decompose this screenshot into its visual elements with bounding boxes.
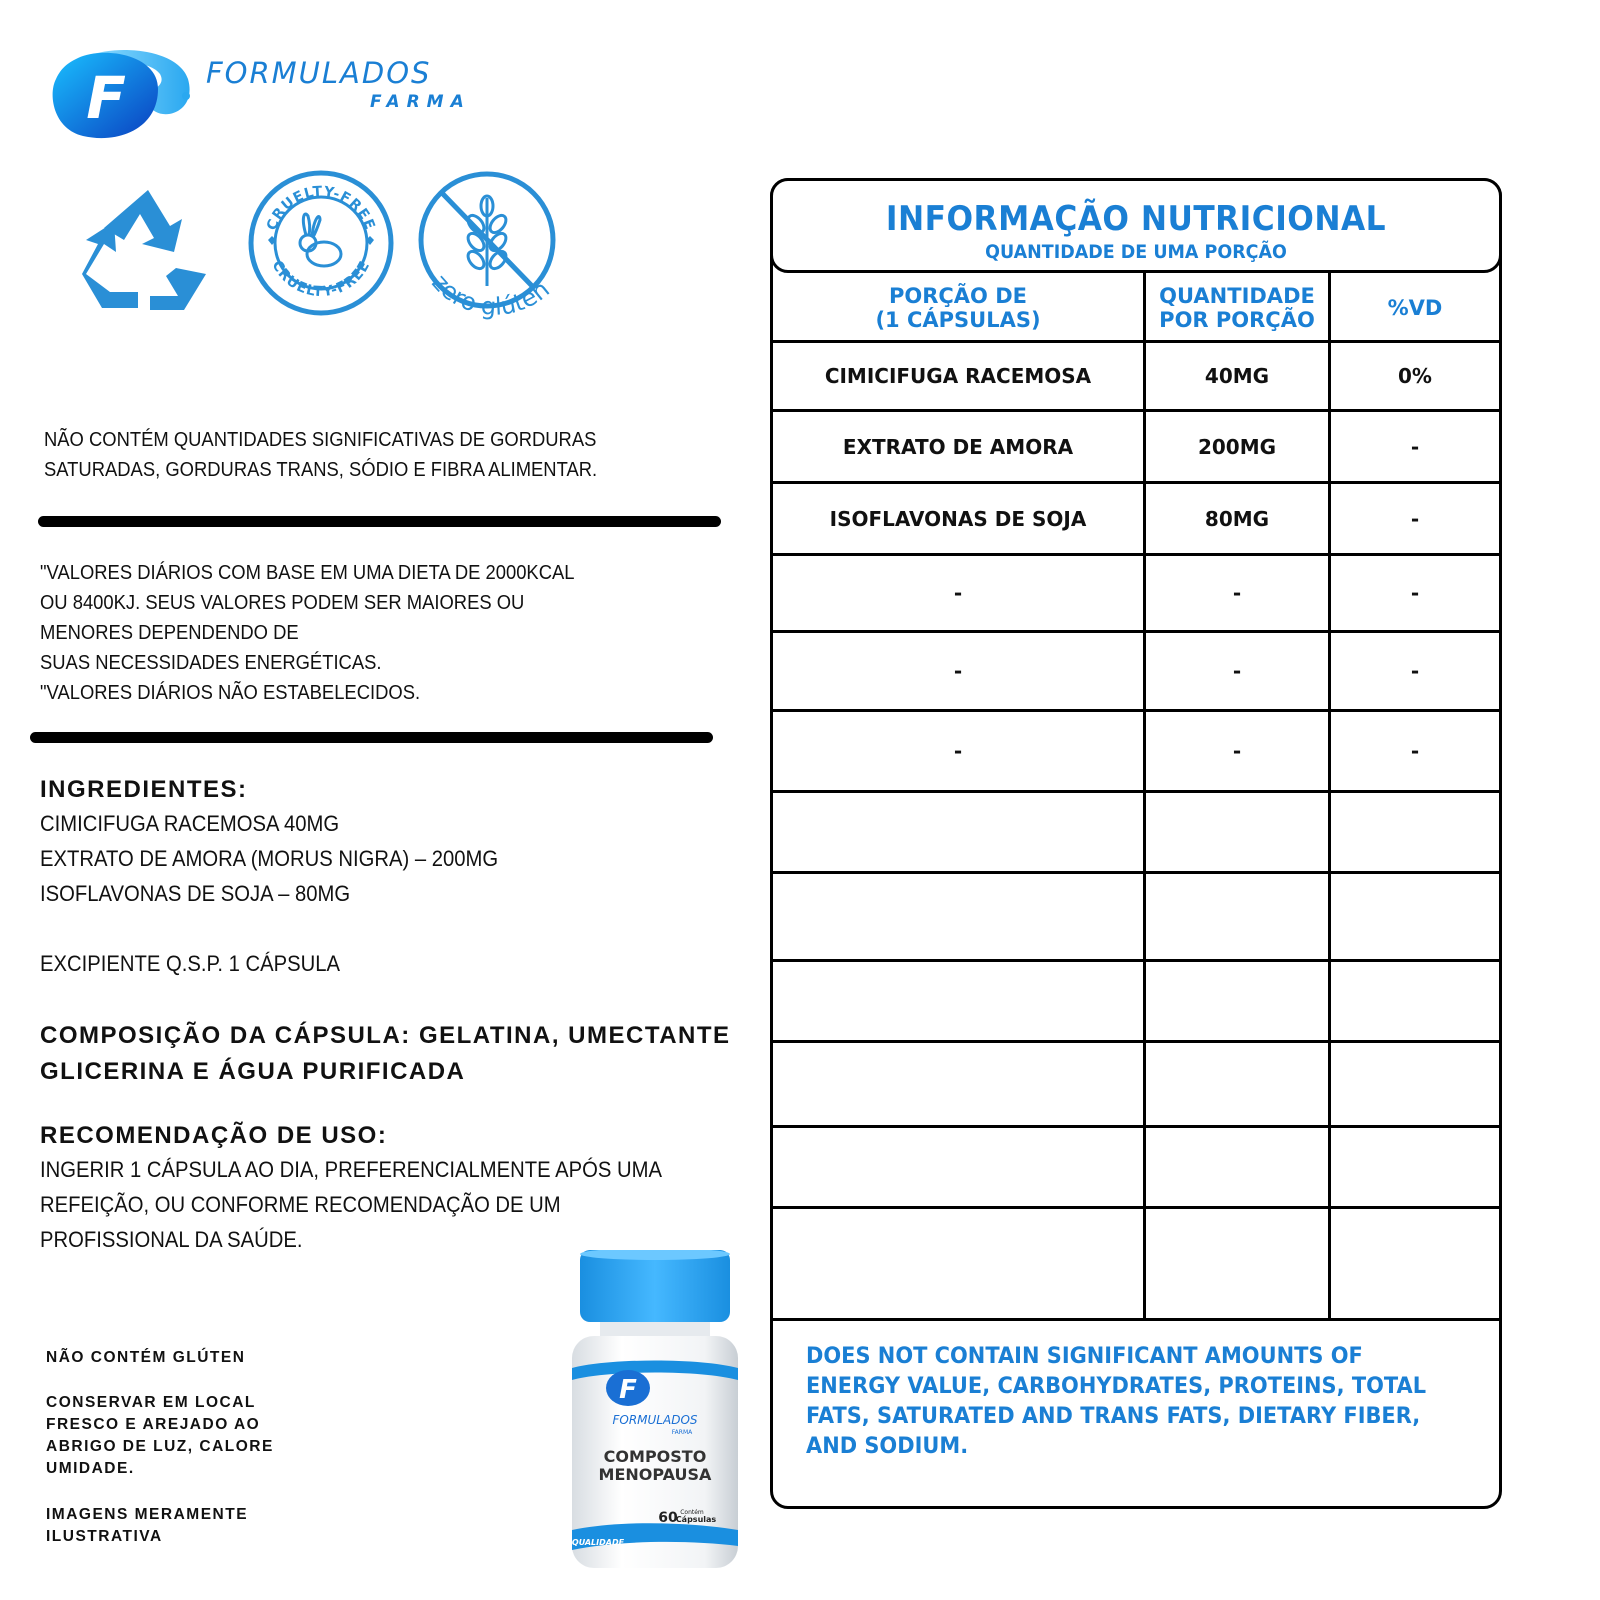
nutrition-table-header [770, 178, 1502, 273]
bottle-brand: FORMULADOS [612, 1413, 698, 1427]
ingredients-list [40, 806, 498, 911]
header-vd: %VD [1387, 296, 1443, 320]
brand-name: FORMULADOS [206, 56, 432, 90]
ingredient-item: EXTRATO DE AMORA (MORUS NIGRA) – 200MG [40, 846, 499, 871]
divider [38, 516, 721, 527]
nutrient-vd: - [1410, 581, 1420, 605]
ingredient-item: ISOFLAVONAS DE SOJA – 80MG [40, 881, 351, 906]
daily-values-note [40, 558, 666, 708]
daily-note-line: SUAS NECESSIDADES ENERGÉTICAS. [40, 652, 382, 674]
no-fat-notice: NÃO CONTÉM QUANTIDADES SIGNIFICATIVAS DE GORDURAS SATURADAS, GORDURAS TRANS, SÓDIO E FIBRA ALIMENTAR. [44, 429, 598, 481]
nutrient-vd: - [1410, 434, 1420, 459]
excipient-text: EXCIPIENTE Q.S.P. 1 CÁPSULA [40, 951, 340, 976]
nutrient-amount: - [1232, 659, 1242, 683]
no-gluten-notice: NÃO CONTÉM GLÚTEN [46, 1349, 246, 1366]
nutrient-amount: 200MG [1197, 434, 1277, 459]
row-divider [773, 1125, 1499, 1128]
nutrient-name: - [953, 581, 963, 605]
row-divider [773, 871, 1499, 874]
product-bottle-image [570, 1250, 740, 1570]
wheat-icon [465, 196, 509, 286]
rabbit-icon [300, 214, 341, 266]
nutrition-table [770, 178, 1502, 1509]
cruelty-text-bottom: CRUELTY-FREE [268, 258, 374, 301]
header-quantity-line2: POR PORÇÃO [1159, 308, 1315, 332]
row-divider [773, 1040, 1499, 1043]
storage-notice: CONSERVAR EM LOCAL FRESCO E AREJADO AO ABRIGO DE LUZ, CALORE UMIDADE. [46, 1394, 274, 1477]
daily-note-line: "VALORES DIÁRIOS COM BASE EM UMA DIETA DE 2000KCAL [40, 562, 575, 584]
nutrient-name: - [953, 739, 963, 763]
cruelty-free-badge-icon [246, 168, 396, 318]
ingredient-item: CIMICIFUGA RACEMOSA 40MG [40, 811, 340, 836]
ingredients-heading: INGREDIENTES: [40, 776, 248, 803]
bottle-logo-letter: F [619, 1375, 637, 1405]
bottle-count: 60 [658, 1510, 678, 1526]
brand-logo [48, 44, 508, 144]
daily-note-line: "VALORES DIÁRIOS NÃO ESTABELECIDOS. [40, 682, 421, 704]
nutrient-amount: 40MG [1204, 364, 1270, 388]
usage-text: INGERIR 1 CÁPSULA AO DIA, PREFERENCIALMENTE APÓS UMA REFEIÇÃO, OU CONFORME RECOMENDAÇÃO DE UM PROFISSIONAL DA SAÚDE. [40, 1157, 661, 1252]
brand-subtitle: FARMA [370, 92, 471, 112]
recycle-icon [78, 182, 218, 312]
row-divider [773, 790, 1499, 793]
zero-gluten-text: zero glúten [426, 268, 555, 322]
header-portion [773, 276, 1143, 340]
nutrient-amount: - [1232, 581, 1242, 605]
gluten-free-badge-icon [412, 168, 572, 348]
bottle-count-label-bottom: Cápsulas [675, 1515, 717, 1524]
row-divider [773, 1318, 1499, 1321]
nutrition-subtitle: QUANTIDADE DE UMA PORÇÃO [985, 241, 1287, 263]
nutrition-title: INFORMAÇÃO NUTRICIONAL [885, 199, 1387, 239]
nutrient-name: EXTRATO DE AMORA [842, 434, 1074, 459]
nutrient-name: - [953, 659, 963, 683]
divider [30, 732, 713, 743]
bottle-count-label-top: Contém [680, 1509, 704, 1516]
daily-note-line: OU 8400KJ. SEUS VALORES PODEM SER MAIORES OU [40, 592, 525, 614]
nutrient-amount: 80MG [1204, 506, 1270, 531]
nutrient-vd: 0% [1398, 364, 1432, 388]
usage-heading: RECOMENDAÇÃO DE USO: [40, 1122, 388, 1149]
cruelty-text-top: CRUELTY-FREE [264, 183, 378, 233]
svg-text:CRUELTY-FREE [264, 184, 378, 233]
svg-text:zero glúten [426, 269, 554, 321]
daily-note-line: MENORES DEPENDENDO DE [40, 622, 299, 644]
bottle-product-line1: COMPOSTO [603, 1447, 707, 1466]
row-divider [773, 1206, 1499, 1209]
nutrient-vd: - [1410, 659, 1420, 683]
bottle-product-line2: MENOPAUSA [598, 1465, 712, 1484]
nutrient-vd: - [1410, 739, 1420, 763]
header-portion-line2: (1 CÁPSULAS) [875, 308, 1041, 332]
header-quantity [1146, 276, 1328, 340]
nutrient-amount: - [1232, 739, 1242, 763]
nutrient-name: CIMICIFUGA RACEMOSA [824, 364, 1092, 388]
header-quantity-line1: QUANTIDADE [1159, 284, 1315, 308]
header-portion-line1: PORÇÃO DE [888, 284, 1028, 308]
logo-letter: F [86, 64, 126, 132]
illustrative-notice: IMAGENS MERAMENTE ILUSTRATIVA [46, 1506, 249, 1545]
row-divider [773, 959, 1499, 962]
bottle-brand-sub: FARMA [671, 1429, 693, 1436]
logo-mark-icon [48, 44, 198, 144]
bottle-quality: QUALIDADE [571, 1538, 625, 1547]
capsule-composition: COMPOSIÇÃO DA CÁPSULA: GELATINA, UMECTANTE GLICERINA E ÁGUA PURIFICADA [40, 1022, 731, 1085]
nutrient-vd: - [1410, 506, 1420, 531]
nutrient-name: ISOFLAVONAS DE SOJA [829, 506, 1087, 531]
nutrition-footer-note: DOES NOT CONTAIN SIGNIFICANT AMOUNTS OF ENERGY VALUE, CARBOHYDRATES, PROTEINS, TOTAL FATS, SATURATED AND TRANS FATS, DIETARY FIBER, AND SODIUM. [806, 1343, 1427, 1459]
